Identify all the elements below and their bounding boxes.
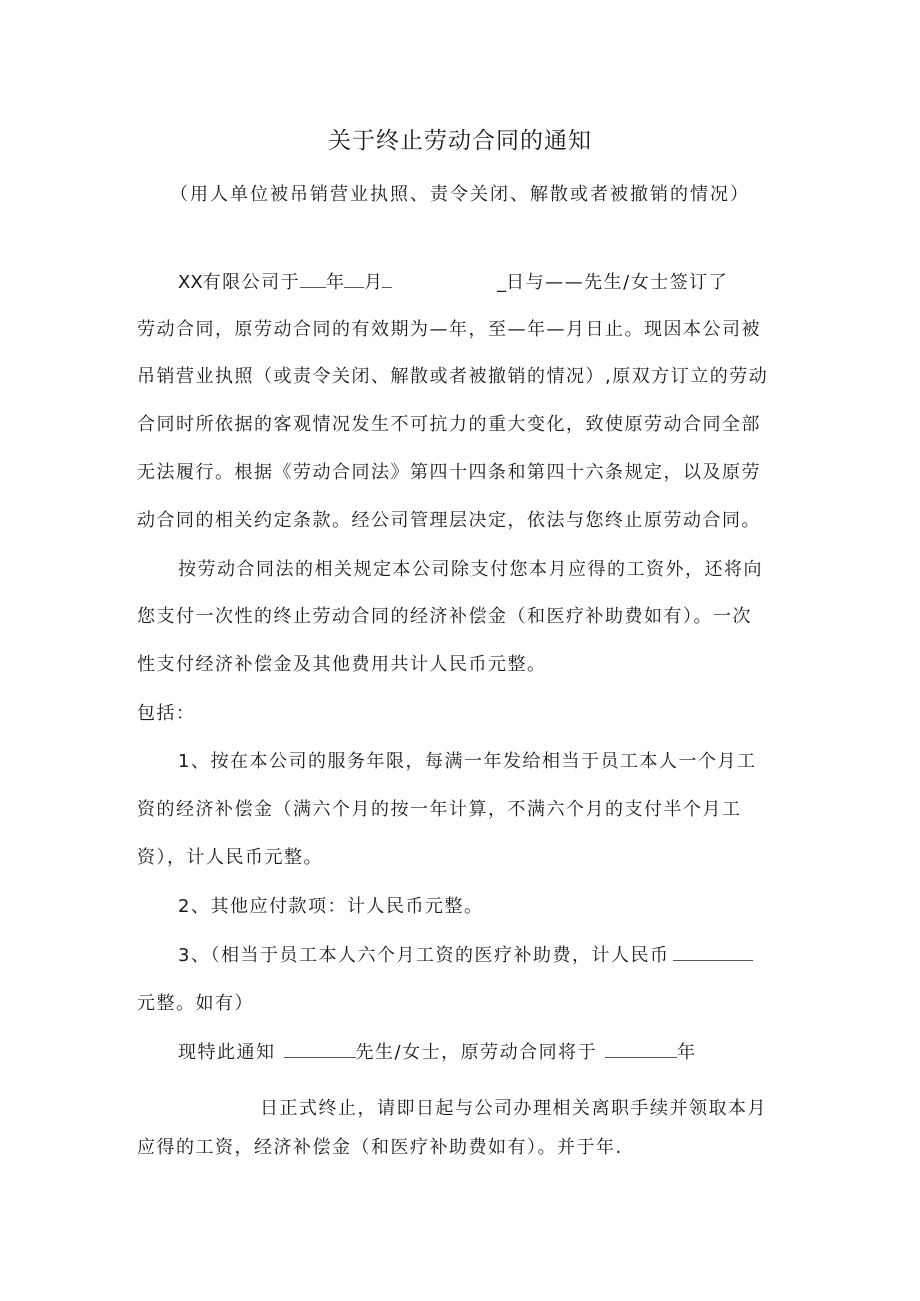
text-segment: 有限公司于 [202,272,301,293]
item-3-line: 元整。如有） [137,993,254,1014]
paragraph-1-first-line [178,271,728,295]
blank-end-year [605,1056,677,1058]
item-1-line: 资的经济补偿金（满六个月的按一年计算，不满六个月的支付半个月工 [137,799,742,820]
document-title: 关于终止劳动合同的通知 [328,128,592,154]
year-label: 年 [326,272,345,293]
item-2-line: 2、其他应付款项：计人民币元整。 [178,896,484,917]
paragraph-line: 吊销营业执照（或责令关闭、解散或者被撤销的情况）,原双方订立的劳动 [137,366,769,387]
include-label: 包括： [137,703,196,724]
notice-text: 先生/女士，原劳动合同将于 [355,1042,598,1063]
paragraph-line: 劳动合同，原劳动合同的有效期为—年，至—年—月日止。现因本公司被 [137,319,761,340]
document-subtitle: （用人单位被吊销营业执照、责令关闭、解散或者被撤销的情况） [170,184,750,205]
company-placeholder: XX [178,272,203,293]
paragraph-line: 无法履行。根据《劳动合同法》第四十四条和第四十六条规定，以及原劳 [137,462,761,483]
notice-line: 应得的工资，经济补偿金（和医疗补助费如有）。并于年. [137,1137,623,1158]
text-segment: 日与——先生/女士签订了 [506,272,729,293]
blank-day [382,286,392,288]
month-label: 月 [364,272,383,293]
item-3-line [178,944,753,968]
year-label: 年 [677,1042,697,1063]
paragraph-line: 您支付一次性的终止劳动合同的经济补偿金（和医疗补助费如有）。一次 [137,606,752,627]
blank-medical-amount [673,959,753,961]
blank-employee-name [284,1056,356,1058]
paragraph-line: 性支付经济补偿金及其他费用共计人民币元整。 [137,654,547,675]
item-1-line: 1、按在本公司的服务年限，每满一年发给相当于员工本人一个月工 [178,751,757,772]
blank-year [300,286,326,288]
paragraph-line: 动合同的相关约定条款。经公司管理层决定，依法与您终止原劳动合同。 [137,510,761,531]
notice-text: 现特此通知 [178,1042,276,1063]
item-3-text: 3、（相当于员工本人六个月工资的医疗补助费，计人民币 [178,945,670,966]
paragraph-line: 合同时所依据的客观情况发生不可抗力的重大变化，致使原劳动合同全部 [137,414,761,435]
notice-line [178,1041,697,1065]
notice-line: 日正式终止，请即日起与公司办理相关离职手续并领取本月 [260,1098,767,1119]
day-underscore: _ [497,272,507,293]
item-1-line: 资），计人民币元整。 [137,847,323,868]
paragraph-line: 按劳动合同法的相关规定本公司除支付您本月应得的工资外，还将向 [178,559,763,580]
blank-month [344,286,364,288]
